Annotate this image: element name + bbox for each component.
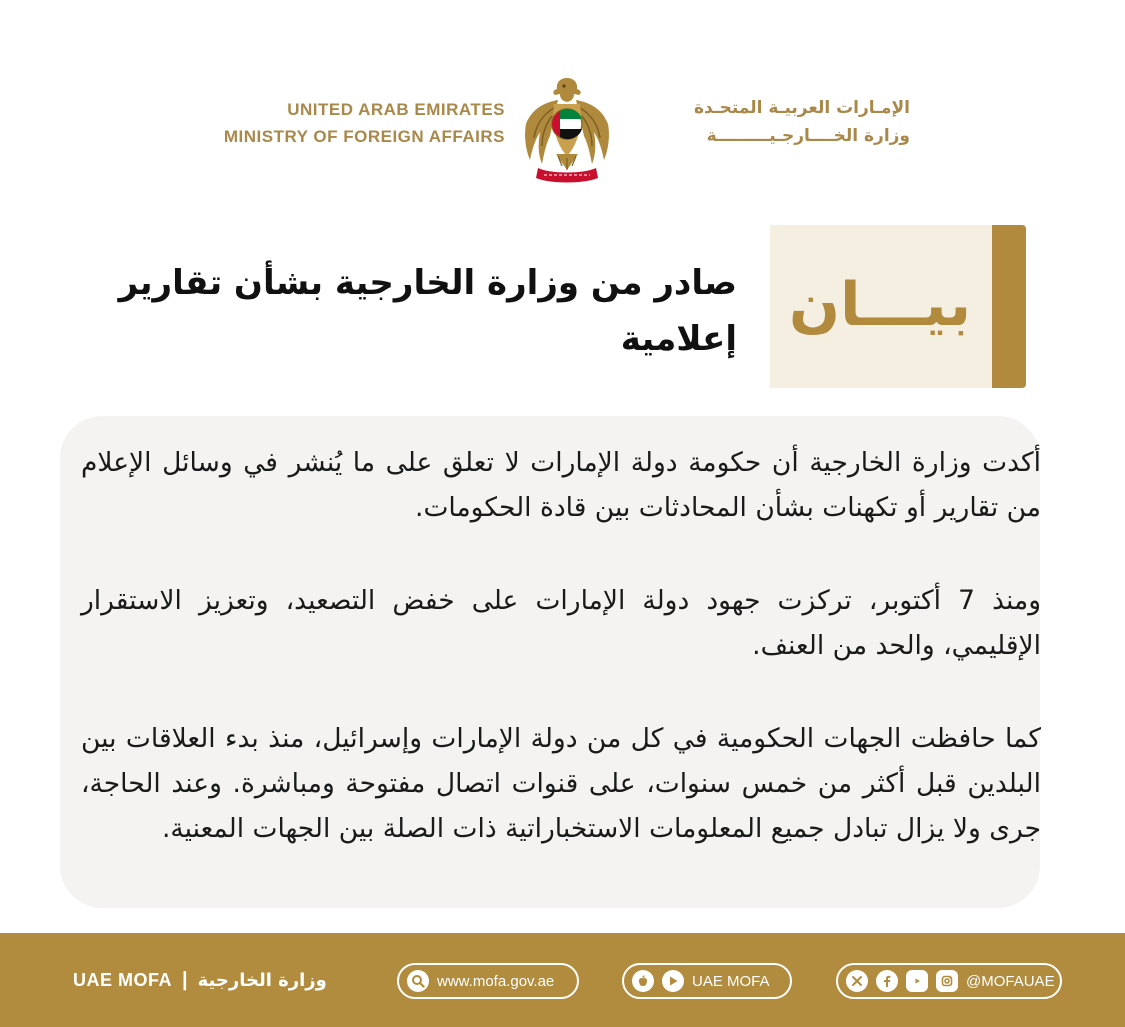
arabic-title-line2: وزارة الخــــارجـيـــــــــة [706,126,910,146]
footer [0,933,1125,1027]
search-icon [407,970,429,992]
apple-icon [632,970,654,992]
statement-badge-bar [992,225,1026,388]
facebook-icon[interactable] [876,970,898,992]
body-paragraph-2: ومنذ 7 أكتوبر، تركزت جهود دولة الإمارات على خفض التصعيد، وتعزيز الاستقرار الإقليمي، والحد من العنف. [81,585,1041,661]
footer-brand-ar: وزارة الخارجية [197,969,327,991]
english-title-line2: MINISTRY OF FOREIGN AFFAIRS [223,127,505,146]
uae-emblem-icon [522,74,612,186]
social-links[interactable] [836,963,1062,999]
english-title-line1: UNITED ARAB EMIRATES [287,100,505,119]
website-link[interactable] [397,963,579,999]
header [0,70,1125,190]
body-paragraph-3: كما حافظت الجهات الحكومية في كل من دولة الإمارات وإسرائيل، منذ بدء العلاقات بين البلدين قبل أكثر من خمس سنوات، على قنوات اتصال مفتوحة ومباشرة. وعند الحاجة، جرى ولا يزال تبادل جميع المعلومات الاستخباراتية ذات الصلة بين الجهات المعنية. [81,723,1041,844]
body-paragraph-1: أكدت وزارة الخارجية أن حكومة دولة الإمارات لا تعلق على ما يُنشر في وسائل الإعلام من تقارير أو تكهنات بشأن المحادثات بين قادة الحكومات. [81,447,1041,523]
social-handle: @MOFAUAE [966,972,1055,990]
app-store-link[interactable] [622,963,792,999]
arabic-title-line1: الإمـارات العربيـة المتحـدة [693,98,910,118]
statement-badge [770,225,1026,388]
footer-brand [73,963,327,997]
statement-headline: صادر من وزارة الخارجية بشأن تقارير إعلامية [118,263,737,359]
statement-badge-label: بيـــان [788,270,972,340]
x-icon[interactable] [846,970,868,992]
footer-brand-separator: | [182,968,188,991]
youtube-icon[interactable] [906,970,928,992]
footer-brand-en: UAE MOFA [73,969,173,990]
play-store-icon [662,970,684,992]
english-title [224,96,505,150]
arabic-title [628,94,910,150]
app-label: UAE MOFA [692,972,770,990]
website-url: www.mofa.gov.ae [437,972,555,990]
instagram-icon[interactable] [936,970,958,992]
